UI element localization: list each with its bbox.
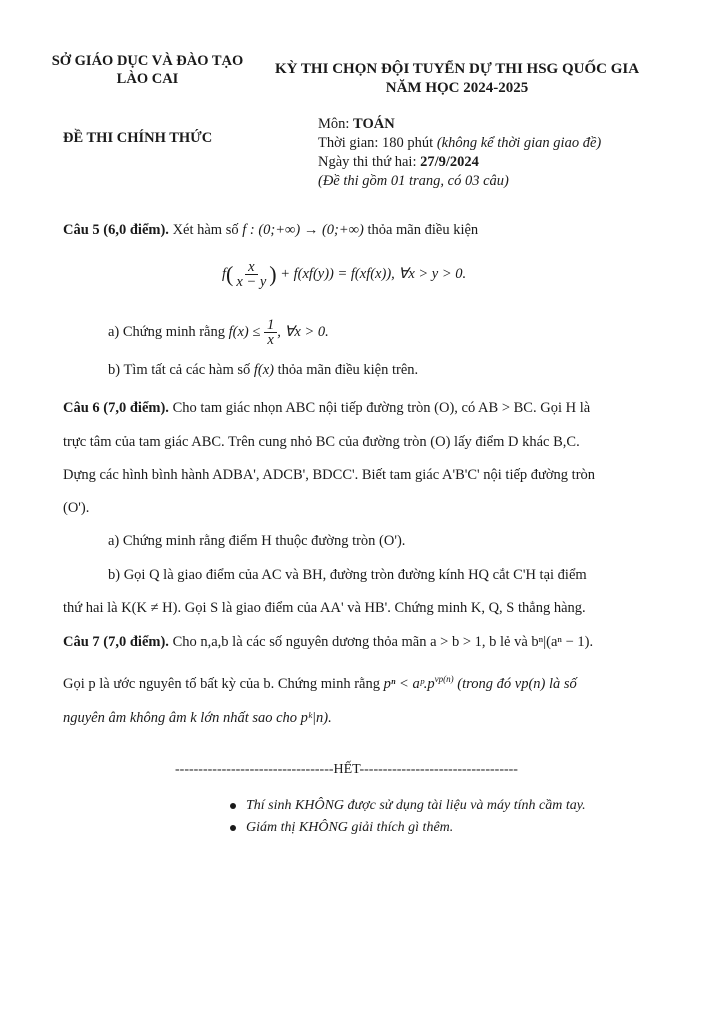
q5-eq-fraction (233, 260, 269, 289)
q6-line4: (O'). (63, 500, 90, 516)
q7-title: Câu 7 (7,0 điểm). (63, 634, 169, 650)
q7-line1 (63, 634, 593, 651)
notes-list (230, 795, 586, 839)
subject-value: TOÁN (353, 116, 395, 132)
q5-part-a-fraction (264, 318, 277, 347)
q5-intro-text: Xét hàm số (168, 222, 243, 238)
q5-eq-frac-den: x − y (236, 274, 267, 290)
q7-l2-sup: vp(n) (434, 674, 454, 684)
q6-part-a: a) Chứng minh rằng điểm H thuộc đường tròn (O'). (108, 533, 406, 549)
time-line (318, 134, 601, 153)
subject-line (318, 115, 601, 134)
q5-intro (63, 222, 478, 239)
time-note: (không kể thời gian giao đề) (436, 135, 602, 151)
q7-l2-end: (trong đó vp(n) là số (453, 675, 577, 692)
exam-title-line2: NĂM HỌC 2024-2025 (385, 80, 529, 96)
end-mark: HẾT (333, 762, 360, 777)
subject-label: Môn: (318, 116, 354, 132)
note-text: Giám thị KHÔNG giải thích gì thêm. (246, 820, 454, 835)
exam-info (318, 115, 601, 191)
q5-part-b-math: f(x) (253, 362, 275, 378)
q6-part-b-line1: b) Gọi Q là giao điểm của AC và BH, đường tròn đường kính HQ cắt C'H tại điểm (108, 567, 587, 583)
q5-func-domain: f : (0;+∞) → (0;+∞) (242, 222, 364, 238)
q5-part-a-frac-num: 1 (264, 318, 277, 333)
q5-eq-frac-num: x (245, 260, 257, 275)
note-item (230, 795, 586, 817)
date-line (318, 153, 601, 172)
q5-part-b-text: b) Tìm tất cả các hàm số (108, 362, 254, 378)
date-label: Ngày thi thứ hai: (318, 154, 421, 170)
q6-line2: trực tâm của tam giác ABC. Trên cung nhỏ BC của đường tròn (O) lấy điểm D khác B,C. (63, 434, 580, 450)
note-text: Thí sinh KHÔNG được sử dụng tài liệu và máy tính cầm tay. (246, 798, 586, 813)
q7-line2 (63, 674, 577, 693)
q7-l1-text: Cho n,a,b là các số nguyên dương thỏa mãn a > b > 1, b lẻ và bⁿ|(aⁿ − 1). (168, 634, 594, 650)
end-mark-line: ----------------------------------HẾT---------------------------------- (175, 762, 518, 777)
q5-part-a-frac-den: x (267, 332, 274, 348)
time-label: Thời gian: 180 phút (318, 135, 437, 151)
q5-part-a (108, 318, 329, 347)
q5-part-b (108, 362, 418, 379)
q5-part-a-math: f(x) ≤ (228, 323, 264, 340)
bullet-icon (230, 825, 236, 831)
official-exam-label: ĐỀ THI CHÍNH THỨC (63, 130, 213, 146)
bullet-icon (230, 803, 236, 809)
date-value: 27/9/2024 (420, 154, 479, 170)
q6-line3: Dựng các hình bình hành ADBA', ADCB', BDCC'. Biết tam giác A'B'C' nội tiếp đường tròn (63, 467, 596, 483)
department-header (40, 52, 255, 88)
q5-part-a-text: a) Chứng minh rằng (108, 323, 229, 340)
department-line2: LÀO CAI (116, 71, 179, 87)
exam-header (252, 60, 662, 98)
q5-part-a-end: , ∀x > 0. (277, 323, 329, 340)
q6-l1-text: Cho tam giác nhọn ABC nội tiếp đường tròn (O), có AB > BC. Gọi H là (168, 400, 591, 416)
q6-line1 (63, 400, 590, 417)
q5-part-b-end: thỏa mãn điều kiện trên. (274, 362, 419, 378)
exam-title-line1: KỲ THI CHỌN ĐỘI TUYỂN DỰ THI HSG QUỐC GIA (274, 61, 640, 77)
q5-title: Câu 5 (6,0 điểm). (63, 222, 169, 238)
q7-line3: nguyên âm không âm k lớn nhất sao cho pᵏ|n). (63, 710, 332, 726)
pages-note: (Đề thi gồm 01 trang, có 03 câu) (318, 173, 509, 189)
q5-eq-rest: + f(xf(y)) = f(xf(x)), ∀x > y > 0. (276, 265, 467, 282)
q7-l2-math: pⁿ < aᵖ.p (383, 675, 435, 692)
q6-part-b-line2: thứ hai là K(K ≠ H). Gọi S là giao điểm của AA' và HB'. Chứng minh K, Q, S thẳng hàng. (63, 600, 586, 616)
q5-equation: f( $\frac{x}{x - y}$ ) + f(xf(y)) = f(xf(x)), ∀x > y > 0. (222, 259, 467, 290)
department-line1: SỞ GIÁO DỤC VÀ ĐÀO TẠO (51, 53, 244, 69)
note-item (230, 817, 586, 839)
q7-l2-text: Gọi p là ước nguyên tố bất kỳ của b. Chứng minh rằng (63, 675, 384, 692)
q5-intro-end: thỏa mãn điều kiện (363, 222, 479, 238)
q6-title: Câu 6 (7,0 điểm). (63, 400, 169, 416)
